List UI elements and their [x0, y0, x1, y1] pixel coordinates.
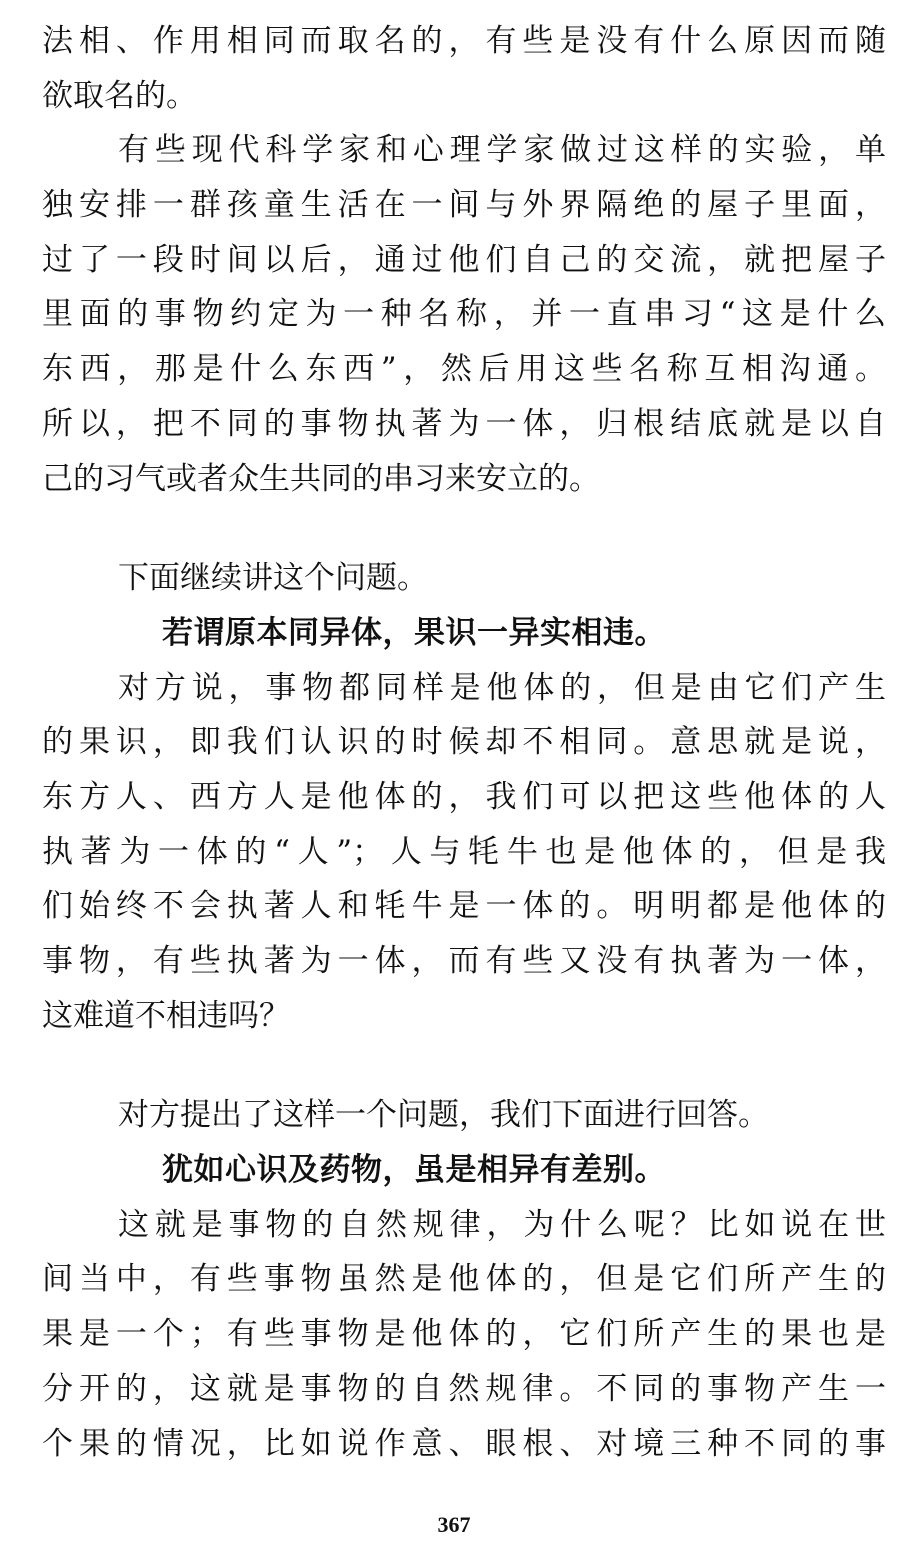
page-number: 367 — [437, 1512, 471, 1537]
paragraph-continued — [42, 14, 886, 123]
paragraph-gap — [42, 1043, 886, 1088]
text-line: 有些现代科学家和心理学家做过这样的实验，单 — [118, 132, 886, 169]
text-line: 里面的事物约定为一种名称，并一直串习“这是什么 — [42, 296, 886, 333]
text-line: 的果识，即我们认识的时候却不相同。意思就是说， — [42, 724, 886, 761]
text-line: 个果的情况，比如说作意、眼根、对境三种不同的事 — [42, 1425, 886, 1462]
verse-line: 若谓原本同异体，果识一异实相违。 — [162, 614, 666, 651]
text-line: 欲取名的。 — [42, 77, 197, 114]
text-line: 己的习气或者众生共同的串习来安立的。 — [42, 460, 600, 497]
text-line: 这就是事物的自然规律，为什么呢？比如说在世 — [118, 1206, 886, 1243]
text-line: 法相、作用相同而取名的，有些是没有什么原因而随 — [42, 23, 886, 59]
book-page-body — [42, 14, 886, 1471]
text-line: 对方说，事物都同样是他体的，但是由它们产生 — [118, 669, 886, 706]
text-line: 下面继续讲这个问题。 — [118, 560, 428, 597]
paragraph-answer-intro — [42, 1088, 886, 1143]
text-line: 东方人、西方人是他体的，我们可以把这些他体的人 — [42, 778, 886, 815]
text-line: 事物，有些执著为一体，而有些又没有执著为一体， — [42, 943, 886, 979]
text-line: 分开的，这就是事物的自然规律。不同的事物产生一 — [42, 1370, 886, 1407]
text-line: 这难道不相违吗？ — [42, 997, 290, 1034]
paragraph-objection — [42, 661, 886, 1044]
text-line: 所以，把不同的事物执著为一体，归根结底就是以自 — [42, 405, 886, 442]
paragraph-gap — [42, 506, 886, 551]
text-line: 果是一个；有些事物是他体的，它们所产生的果也是 — [42, 1316, 886, 1353]
text-line: 东西，那是什么东西”，然后用这些名称互相沟通。 — [42, 351, 886, 388]
text-line: 对方提出了这样一个问题，我们下面进行回答。 — [118, 1097, 769, 1134]
paragraph-transition — [42, 551, 886, 606]
paragraph-experiment — [42, 123, 886, 506]
text-line: 们始终不会执著人和牦牛是一体的。明明都是他体的 — [42, 888, 886, 925]
text-line: 执著为一体的“人”；人与牦牛也是他体的，但是我 — [42, 833, 886, 870]
paragraph-natural-law — [42, 1198, 886, 1471]
verse-line: 犹如心识及药物，虽是相异有差别。 — [162, 1152, 666, 1189]
text-line: 间当中，有些事物虽然是他体的，但是它们所产生的 — [42, 1261, 886, 1298]
text-line: 独安排一群孩童生活在一间与外界隔绝的屋子里面， — [42, 187, 886, 224]
text-line: 过了一段时间以后，通过他们自己的交流，就把屋子 — [42, 241, 886, 278]
